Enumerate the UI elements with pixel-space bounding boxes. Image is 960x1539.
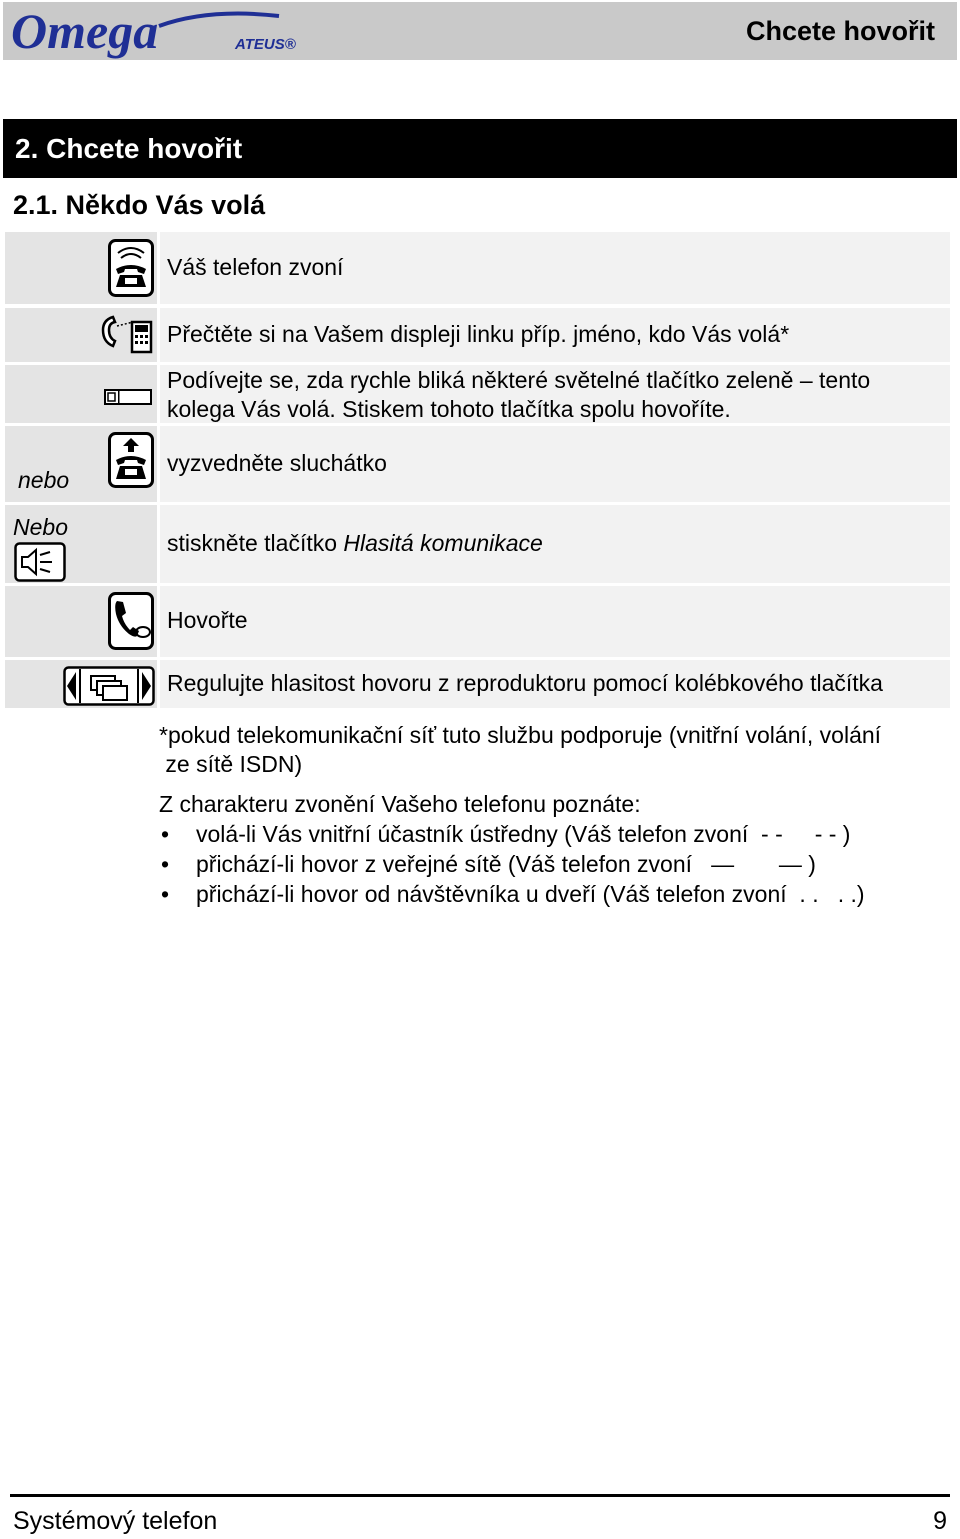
- alternative-label: nebo: [18, 467, 70, 493]
- volume-rocker-icon: [63, 666, 155, 711]
- step-text: Hovořte: [167, 607, 248, 633]
- step-row: [5, 505, 950, 583]
- list-item: • přichází-li hovor z veřejné sítě (Váš telefon zvoní — — ): [161, 851, 816, 877]
- key-name: Hlasitá komunikace: [343, 530, 543, 556]
- step-row: [5, 660, 950, 708]
- step-text: Regulujte hlasitost hovoru z reproduktoru pomocí kolébkového tlačítka: [167, 670, 883, 696]
- page-number: 9: [933, 1507, 947, 1535]
- step-text: Váš telefon zvoní: [167, 254, 344, 280]
- footnote: *pokud telekomunikační síť tuto službu podporuje (vnitřní volání, volání ze sítě ISDN): [159, 722, 882, 777]
- svg-text:Omega: Omega: [11, 6, 159, 59]
- alternative-label: Nebo: [13, 514, 68, 540]
- ring-intro: Z charakteru zvonění Vašeho telefonu poznáte:: [159, 791, 641, 817]
- step-row: [5, 426, 950, 502]
- ringing-phone-icon: [108, 239, 154, 302]
- step-text: Podívejte se, zda rychle bliká některé světelné tlačítko zeleně – tento kolega Vás volá. Stiskem tohoto tlačítka spolu hovoříte.: [167, 367, 871, 422]
- step-text: stiskněte tlačítko Hlasitá komunikace: [167, 530, 543, 556]
- step-row: [5, 365, 950, 423]
- list-item: • volá-li Vás vnitřní účastník ústředny (Váš telefon zvoní - - - - ): [161, 821, 851, 847]
- speaker-key-icon: [14, 542, 66, 587]
- ring-type-list: [159, 819, 865, 909]
- step-row: [5, 308, 950, 362]
- step-row: [5, 586, 950, 657]
- talk-handset-icon: [108, 592, 154, 655]
- display-phone-icon: [99, 314, 155, 361]
- footer-title: Systémový telefon: [13, 1507, 218, 1535]
- section-title: 2. Chcete hovořit: [3, 119, 957, 178]
- subsection-title: 2.1. Někdo Vás volá: [13, 190, 266, 220]
- step-row: [5, 232, 950, 304]
- header-title: Chcete hovořit: [745, 16, 935, 46]
- step-text: Přečtěte si na Vašem displeji linku příp. jméno, kdo Vás volá*: [167, 321, 790, 347]
- footer-divider: [10, 1494, 950, 1497]
- logo-subtext: ATEUS®: [235, 36, 296, 53]
- step-text: vyzvedněte sluchátko: [167, 450, 387, 476]
- page-header: [3, 2, 957, 60]
- lift-handset-icon: [108, 432, 154, 493]
- list-item: • přichází-li hovor od návštěvníka u dveří (Váš telefon zvoní . . . .): [161, 881, 865, 907]
- blinking-key-icon: [104, 389, 152, 410]
